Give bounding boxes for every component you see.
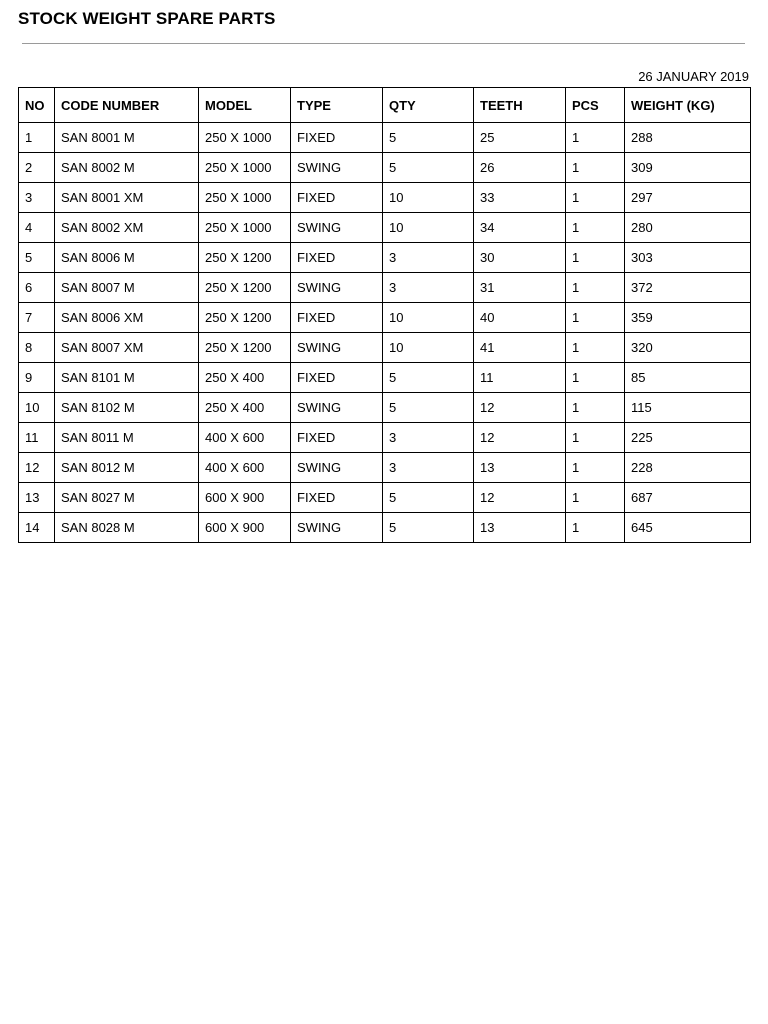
cell-qty: 10 — [383, 303, 474, 333]
cell-qty: 5 — [383, 483, 474, 513]
table-row — [19, 423, 751, 453]
cell-code-number: SAN 8006 XM — [55, 303, 199, 333]
cell-teeth: 33 — [474, 183, 566, 213]
cell-qty: 3 — [383, 243, 474, 273]
cell-no: 7 — [19, 303, 55, 333]
cell-pcs: 1 — [566, 153, 625, 183]
cell-type: FIXED — [291, 483, 383, 513]
column-header-pcs: PCS — [566, 88, 625, 123]
cell-weight: 297 — [625, 183, 751, 213]
cell-model: 250 X 1200 — [199, 243, 291, 273]
document-date: 26 JANUARY 2019 — [638, 69, 749, 84]
cell-weight: 687 — [625, 483, 751, 513]
cell-weight: 115 — [625, 393, 751, 423]
cell-model: 250 X 1000 — [199, 123, 291, 153]
cell-code-number: SAN 8027 M — [55, 483, 199, 513]
cell-model: 600 X 900 — [199, 513, 291, 543]
cell-model: 250 X 1000 — [199, 183, 291, 213]
cell-code-number: SAN 8102 M — [55, 393, 199, 423]
cell-type: SWING — [291, 153, 383, 183]
cell-code-number: SAN 8001 XM — [55, 183, 199, 213]
cell-teeth: 31 — [474, 273, 566, 303]
cell-code-number: SAN 8011 M — [55, 423, 199, 453]
cell-type: FIXED — [291, 183, 383, 213]
cell-qty: 3 — [383, 273, 474, 303]
table-row — [19, 483, 751, 513]
cell-pcs: 1 — [566, 393, 625, 423]
cell-model: 250 X 1000 — [199, 213, 291, 243]
cell-pcs: 1 — [566, 123, 625, 153]
cell-qty: 5 — [383, 363, 474, 393]
header-row — [19, 88, 751, 123]
cell-model: 600 X 900 — [199, 483, 291, 513]
table-row — [19, 273, 751, 303]
cell-model: 250 X 1200 — [199, 273, 291, 303]
cell-weight: 225 — [625, 423, 751, 453]
cell-no: 14 — [19, 513, 55, 543]
cell-model: 250 X 400 — [199, 393, 291, 423]
column-header-code-number: CODE NUMBER — [55, 88, 199, 123]
cell-code-number: SAN 8028 M — [55, 513, 199, 543]
column-header-qty: QTY — [383, 88, 474, 123]
column-header-no: NO — [19, 88, 55, 123]
cell-pcs: 1 — [566, 513, 625, 543]
cell-code-number: SAN 8101 M — [55, 363, 199, 393]
table-header — [19, 88, 751, 123]
cell-type: SWING — [291, 213, 383, 243]
cell-pcs: 1 — [566, 423, 625, 453]
cell-pcs: 1 — [566, 243, 625, 273]
cell-type: FIXED — [291, 303, 383, 333]
column-header-teeth: TEETH — [474, 88, 566, 123]
cell-code-number: SAN 8007 M — [55, 273, 199, 303]
cell-code-number: SAN 8002 M — [55, 153, 199, 183]
cell-teeth: 11 — [474, 363, 566, 393]
cell-no: 12 — [19, 453, 55, 483]
cell-qty: 5 — [383, 153, 474, 183]
cell-type: SWING — [291, 273, 383, 303]
cell-weight: 309 — [625, 153, 751, 183]
cell-model: 400 X 600 — [199, 453, 291, 483]
cell-pcs: 1 — [566, 483, 625, 513]
cell-qty: 5 — [383, 393, 474, 423]
cell-code-number: SAN 8007 XM — [55, 333, 199, 363]
cell-pcs: 1 — [566, 363, 625, 393]
cell-model: 250 X 1200 — [199, 333, 291, 363]
cell-no: 10 — [19, 393, 55, 423]
cell-pcs: 1 — [566, 213, 625, 243]
table-row — [19, 333, 751, 363]
cell-code-number: SAN 8006 M — [55, 243, 199, 273]
column-header-weight: WEIGHT (KG) — [625, 88, 751, 123]
cell-teeth: 40 — [474, 303, 566, 333]
cell-weight: 359 — [625, 303, 751, 333]
cell-teeth: 12 — [474, 423, 566, 453]
table-body — [19, 123, 751, 543]
table-row — [19, 453, 751, 483]
cell-teeth: 34 — [474, 213, 566, 243]
cell-teeth: 25 — [474, 123, 566, 153]
column-header-type: TYPE — [291, 88, 383, 123]
cell-code-number: SAN 8012 M — [55, 453, 199, 483]
cell-type: SWING — [291, 453, 383, 483]
cell-no: 5 — [19, 243, 55, 273]
cell-model: 250 X 1000 — [199, 153, 291, 183]
cell-weight: 645 — [625, 513, 751, 543]
cell-qty: 10 — [383, 183, 474, 213]
cell-no: 6 — [19, 273, 55, 303]
cell-pcs: 1 — [566, 303, 625, 333]
page-title: STOCK WEIGHT SPARE PARTS — [18, 9, 276, 28]
cell-weight: 228 — [625, 453, 751, 483]
cell-code-number: SAN 8001 M — [55, 123, 199, 153]
cell-no: 13 — [19, 483, 55, 513]
cell-pcs: 1 — [566, 333, 625, 363]
cell-qty: 3 — [383, 423, 474, 453]
cell-no: 4 — [19, 213, 55, 243]
table-row — [19, 513, 751, 543]
cell-qty: 5 — [383, 123, 474, 153]
column-header-model: MODEL — [199, 88, 291, 123]
cell-no: 8 — [19, 333, 55, 363]
cell-weight: 85 — [625, 363, 751, 393]
cell-no: 11 — [19, 423, 55, 453]
cell-no: 1 — [19, 123, 55, 153]
cell-qty: 10 — [383, 333, 474, 363]
cell-teeth: 13 — [474, 453, 566, 483]
cell-type: FIXED — [291, 423, 383, 453]
cell-teeth: 41 — [474, 333, 566, 363]
cell-type: FIXED — [291, 123, 383, 153]
cell-weight: 288 — [625, 123, 751, 153]
cell-model: 400 X 600 — [199, 423, 291, 453]
cell-no: 2 — [19, 153, 55, 183]
table-row — [19, 183, 751, 213]
cell-weight: 320 — [625, 333, 751, 363]
cell-teeth: 30 — [474, 243, 566, 273]
cell-type: SWING — [291, 333, 383, 363]
cell-teeth: 12 — [474, 393, 566, 423]
cell-pcs: 1 — [566, 183, 625, 213]
cell-no: 3 — [19, 183, 55, 213]
table-row — [19, 243, 751, 273]
table-row — [19, 393, 751, 423]
cell-teeth: 13 — [474, 513, 566, 543]
cell-weight: 280 — [625, 213, 751, 243]
cell-pcs: 1 — [566, 273, 625, 303]
cell-qty: 5 — [383, 513, 474, 543]
cell-teeth: 12 — [474, 483, 566, 513]
cell-model: 250 X 400 — [199, 363, 291, 393]
cell-code-number: SAN 8002 XM — [55, 213, 199, 243]
cell-teeth: 26 — [474, 153, 566, 183]
cell-qty: 3 — [383, 453, 474, 483]
cell-type: SWING — [291, 513, 383, 543]
table-row — [19, 123, 751, 153]
cell-weight: 303 — [625, 243, 751, 273]
cell-pcs: 1 — [566, 453, 625, 483]
table-row — [19, 303, 751, 333]
title-divider — [22, 43, 745, 44]
cell-no: 9 — [19, 363, 55, 393]
table-row — [19, 153, 751, 183]
cell-type: FIXED — [291, 243, 383, 273]
cell-weight: 372 — [625, 273, 751, 303]
cell-type: FIXED — [291, 363, 383, 393]
cell-model: 250 X 1200 — [199, 303, 291, 333]
table-row — [19, 213, 751, 243]
table-row — [19, 363, 751, 393]
cell-type: SWING — [291, 393, 383, 423]
stock-weight-table — [18, 87, 751, 543]
cell-qty: 10 — [383, 213, 474, 243]
